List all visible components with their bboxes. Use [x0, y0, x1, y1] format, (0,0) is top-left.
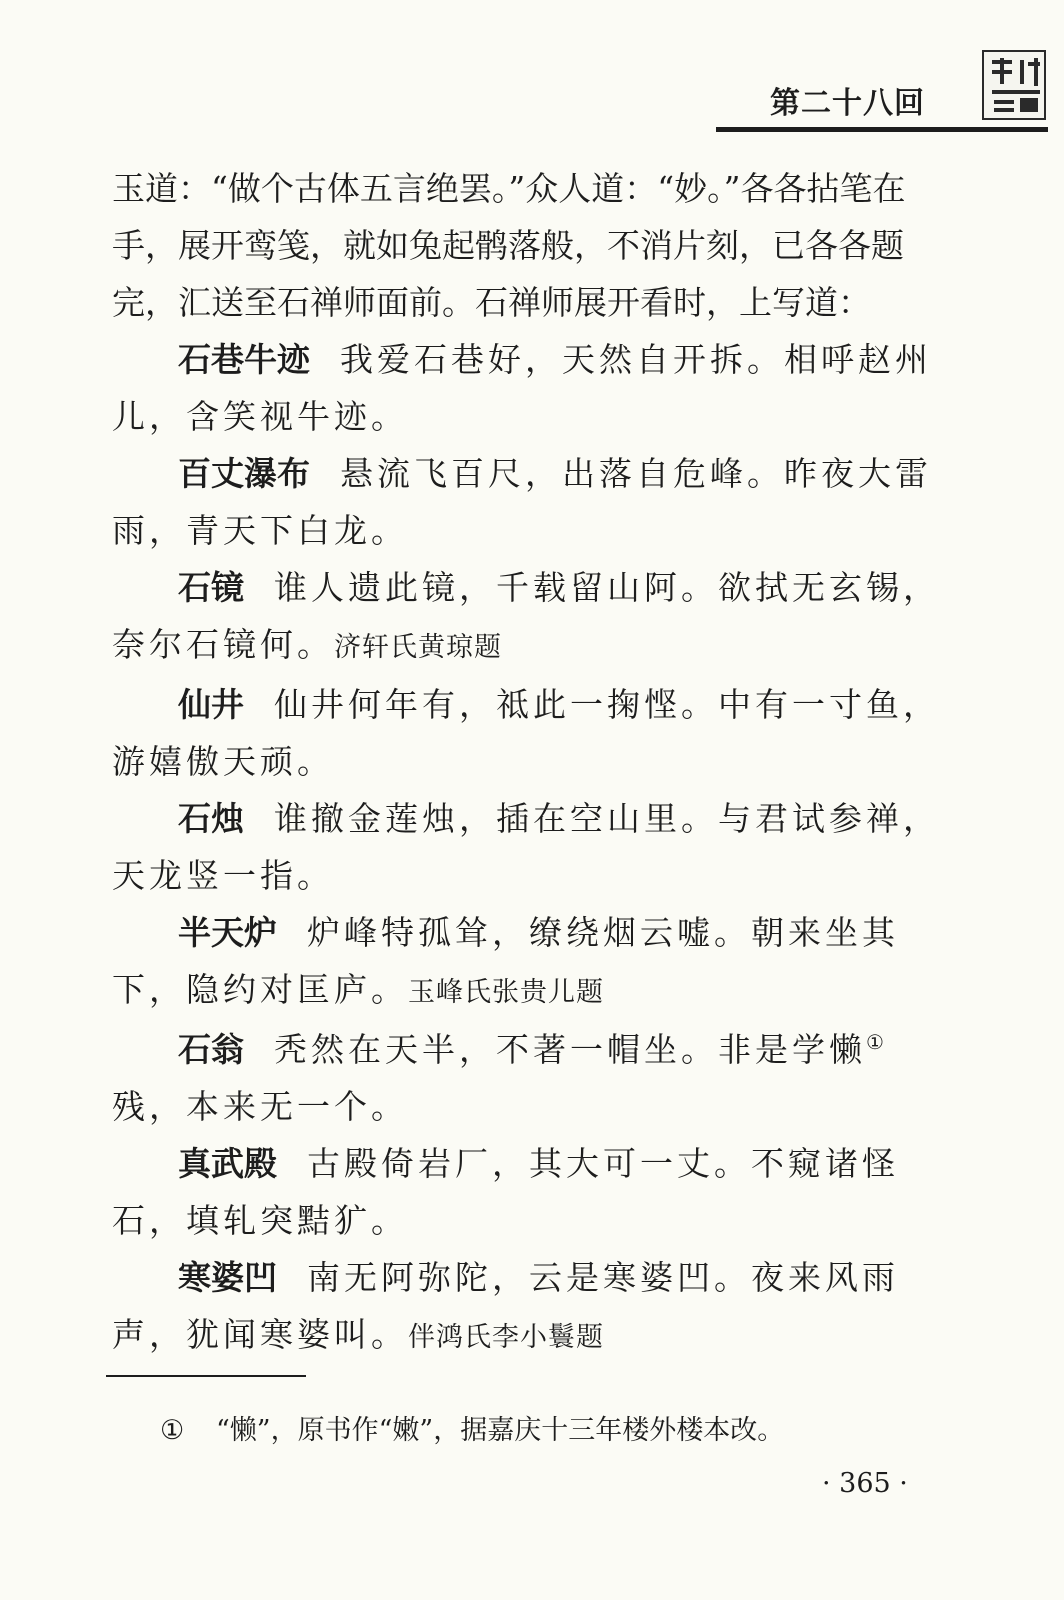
footnote-mark: ①: [160, 1415, 185, 1446]
poem-attribution: 伴鸿氏李小鬟题: [408, 1322, 604, 1353]
poem: [112, 790, 952, 904]
poem-text: 仙井何年有，祗此一掬悭。中有一寸鱼，游嬉傲天顽。: [112, 685, 940, 781]
poem: [112, 445, 952, 559]
publisher-seal-icon: [982, 50, 1046, 120]
intro-paragraph: 玉道：“做个古体五言绝罢。”众人道：“妙。”各各拈笔在手，展开鸾笺，就如兔起鹘落般，不消片刻，已各各题完，汇送至石禅师面前。石禅师展开看时，上写道：: [112, 169, 906, 322]
footnote-rule: [106, 1375, 306, 1377]
poem-title: 石烛: [178, 799, 244, 838]
header-rule: [716, 127, 1048, 132]
poem-text: 残，本来无一个。: [112, 1087, 408, 1126]
poem-title: 半天炉: [178, 913, 277, 952]
poem-title: 百丈瀑布: [178, 454, 310, 493]
main-text: [112, 160, 952, 1366]
poem-title: 石镜: [178, 568, 244, 607]
chapter-heading: 第二十八回: [770, 86, 925, 121]
poem-text: 悬流飞百尺，出落自危峰。昨夜大雷雨，青天下白龙。: [112, 454, 932, 550]
poem: [112, 904, 952, 1021]
poem: [112, 331, 952, 445]
poem-attribution: 济轩氏黄琼题: [334, 632, 502, 663]
poem-title: 真武殿: [178, 1144, 277, 1183]
poem-text: 南无阿弥陀，云是寒婆凹。夜来风雨声，犹闻寒婆叫。: [112, 1258, 899, 1354]
poem-text: 谁撤金莲烛，插在空山里。与君试参禅，天龙竖一指。: [112, 799, 940, 895]
footnote-reference[interactable]: ①: [866, 1030, 884, 1054]
poem-text: 炉峰特孤耸，缭绕烟云嘘。朝来坐其下，隐约对匡庐。: [112, 913, 899, 1009]
poem-title: 寒婆凹: [178, 1258, 277, 1297]
poem: [112, 676, 952, 790]
poem-text: 秃然在天半，不著一帽坐。非是学懒: [274, 1030, 866, 1069]
poem-text: 谁人遗此镜，千载留山阿。欲拭无玄锡，奈尔石镜何。: [112, 568, 940, 664]
poem-title: 仙井: [178, 685, 244, 724]
poem-title: 石翁: [178, 1030, 244, 1069]
footnote-text: “懒”，原书作“嫩”，据嘉庆十三年楼外楼本改。: [216, 1415, 785, 1446]
poem-text: 我爱石巷好，天然自开拆。相呼赵州儿，含笑视牛迹。: [112, 340, 932, 436]
poem-attribution: 玉峰氏张贵儿题: [408, 977, 604, 1008]
poem: [112, 1021, 952, 1135]
poem: [112, 559, 952, 676]
poem: [112, 1135, 952, 1249]
footnote: [160, 1408, 784, 1447]
page-number: · 365 ·: [822, 1468, 908, 1499]
poem-title: 石巷牛迹: [178, 340, 310, 379]
poem-text: 古殿倚岩厂，其大可一丈。不窥诸怪石，填轧突黠犷。: [112, 1144, 899, 1240]
poem: [112, 1249, 952, 1366]
